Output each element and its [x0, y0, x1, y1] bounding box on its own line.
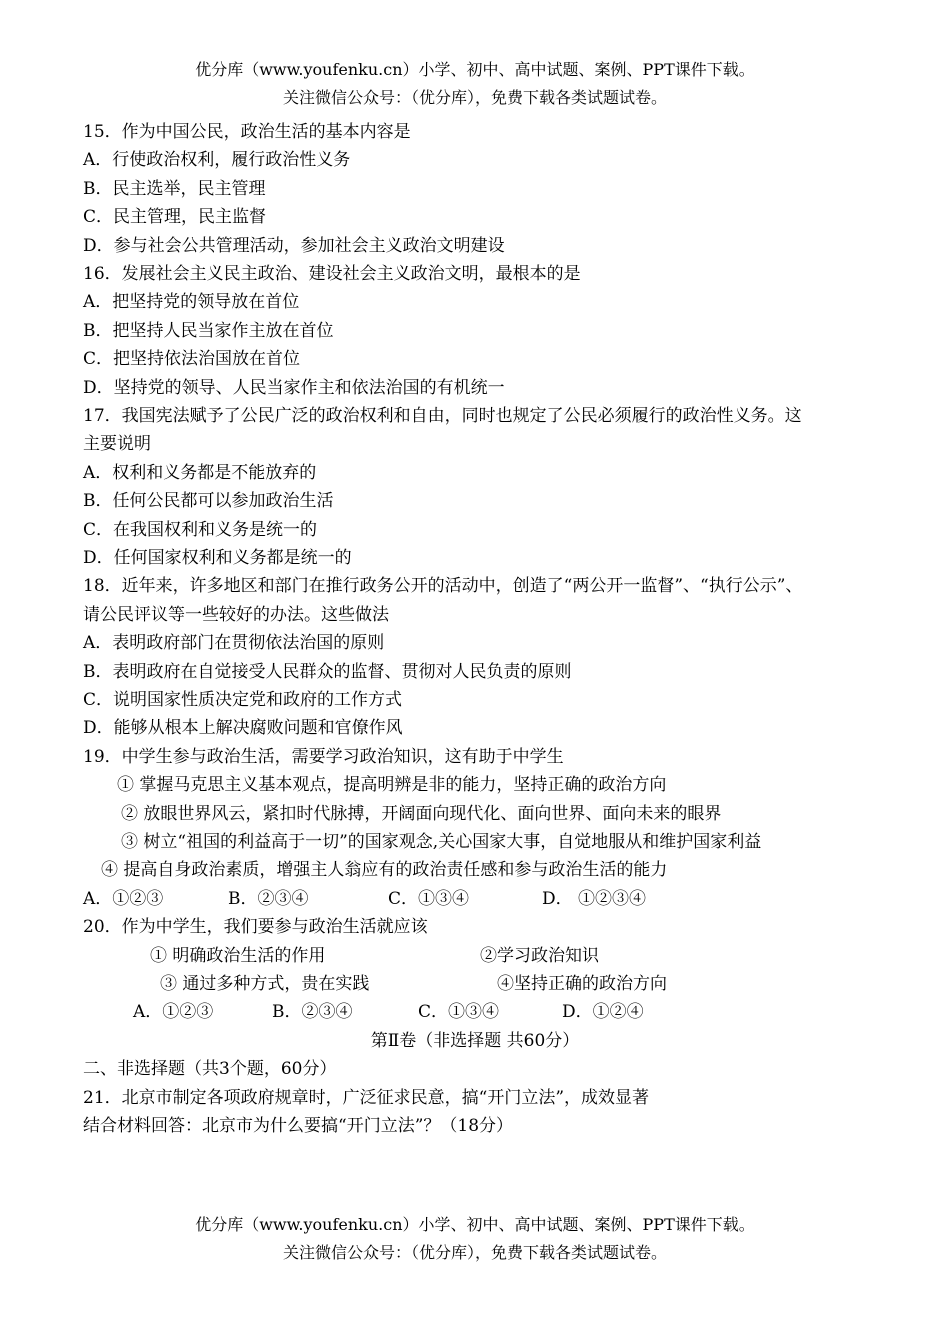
- q18-option-b: B．表明政府在自觉接受人民群众的监督、贯彻对人民负责的原则: [83, 662, 572, 682]
- q17-stem-line-2: 主要说明: [83, 434, 151, 454]
- q15-option-a: A．行使政治权利，履行政治性义务: [83, 150, 351, 170]
- q19-stem: 19．中学生参与政治生活，需要学习政治知识，这有助于中学生: [83, 747, 564, 767]
- q20-options-row: [0, 1001, 950, 1023]
- q18-option-a: A．表明政府部门在贯彻依法治国的原则: [83, 633, 385, 653]
- q20-option-c: C．①③④: [418, 1002, 500, 1022]
- footer-line-2: 关注微信公众号：（优分库），免费下载各类试题试卷。: [282, 1243, 667, 1262]
- q16-option-b: B．把坚持人民当家作主放在首位: [83, 321, 334, 341]
- q15-option-c: C．民主管理，民主监督: [83, 207, 267, 227]
- q19-options-row: [0, 888, 950, 910]
- q16-option-c: C．把坚持依法治国放在首位: [83, 349, 301, 369]
- q19-option-a: A．①②③: [83, 889, 164, 909]
- q18-stem-line-1: 18．近年来，许多地区和部门在推行政务公开的活动中，创造了“两公开一监督”、“执行公示”、: [83, 576, 803, 596]
- q19-option-d: D． ①②③④: [542, 889, 647, 909]
- q20-statement-2: ②学习政治知识: [480, 946, 599, 966]
- q20-option-b: B．②③④: [272, 1002, 353, 1022]
- q19-statement-1: ① 掌握马克思主义基本观点，提高明辨是非的能力，坚持正确的政治方向: [117, 775, 667, 795]
- q17-stem-line-1: 17．我国宪法赋予了公民广泛的政治权利和自由，同时也规定了公民必须履行的政治性义务。这: [83, 406, 802, 426]
- q20-stem: 20．作为中学生，我们要参与政治生活就应该: [83, 917, 428, 937]
- q18-stem-line-2: 请公民评议等一些较好的办法。这些做法: [83, 605, 389, 625]
- section-2-heading: 二、非选择题（共3个题，60分）: [83, 1059, 337, 1079]
- q16-stem: 16．发展社会主义民主政治、建设社会主义政治文明，最根本的是: [83, 264, 581, 284]
- q20-statement-4: ④坚持正确的政治方向: [497, 974, 667, 994]
- q16-option-d: D．坚持党的领导、人民当家作主和依法治国的有机统一: [83, 378, 505, 398]
- section-2-title: 第Ⅱ卷（非选择题 共60分）: [370, 1031, 580, 1051]
- header-line-2: 关注微信公众号：（优分库），免费下载各类试题试卷。: [282, 88, 667, 107]
- q19-option-b: B．②③④: [228, 889, 309, 909]
- q21-question: 结合材料回答：北京市为什么要搞“开门立法”？（18分）: [83, 1116, 514, 1136]
- q17-option-a: A．权利和义务都是不能放弃的: [83, 463, 317, 483]
- q16-option-a: A．把坚持党的领导放在首位: [83, 292, 300, 312]
- q17-option-d: D．任何国家权利和义务都是统一的: [83, 548, 352, 568]
- q15-option-b: B．民主选举，民主管理: [83, 179, 266, 199]
- q19-statement-4: ④ 提高自身政治素质，增强主人翁应有的政治责任感和参与政治生活的能力: [101, 860, 668, 880]
- footer-line-1: 优分库（www.youfenku.cn）小学、初中、高中试题、案例、PPT课件下载。: [195, 1215, 755, 1234]
- q19-statement-3: ③ 树立“祖国的利益高于一切”的国家观念,关心国家大事，自觉地服从和维护国家利益: [121, 832, 762, 852]
- q19-option-c: C．①③④: [388, 889, 470, 909]
- q20-option-d: D．①②④: [562, 1002, 644, 1022]
- q21-stem: 21．北京市制定各项政府规章时，广泛征求民意，搞“开门立法”，成效显著: [83, 1088, 650, 1108]
- q15-stem: 15．作为中国公民，政治生活的基本内容是: [83, 122, 411, 142]
- header-line-1: 优分库（www.youfenku.cn）小学、初中、高中试题、案例、PPT课件下载。: [195, 60, 755, 79]
- q17-option-b: B．任何公民都可以参加政治生活: [83, 491, 334, 511]
- q20-option-a: A．①②③: [133, 1002, 214, 1022]
- q20-statement-1: ① 明确政治生活的作用: [150, 946, 326, 966]
- q17-option-c: C．在我国权利和义务是统一的: [83, 520, 318, 540]
- q15-option-d: D．参与社会公共管理活动，参加社会主义政治文明建设: [83, 236, 505, 256]
- q19-statement-2: ② 放眼世界风云，紧扣时代脉搏，开阔面向现代化、面向世界、面向未来的眼界: [121, 804, 722, 824]
- q18-option-c: C．说明国家性质决定党和政府的工作方式: [83, 690, 403, 710]
- q18-option-d: D．能够从根本上解决腐败问题和官僚作风: [83, 718, 403, 738]
- q20-statement-3: ③ 通过多种方式，贵在实践: [160, 974, 370, 994]
